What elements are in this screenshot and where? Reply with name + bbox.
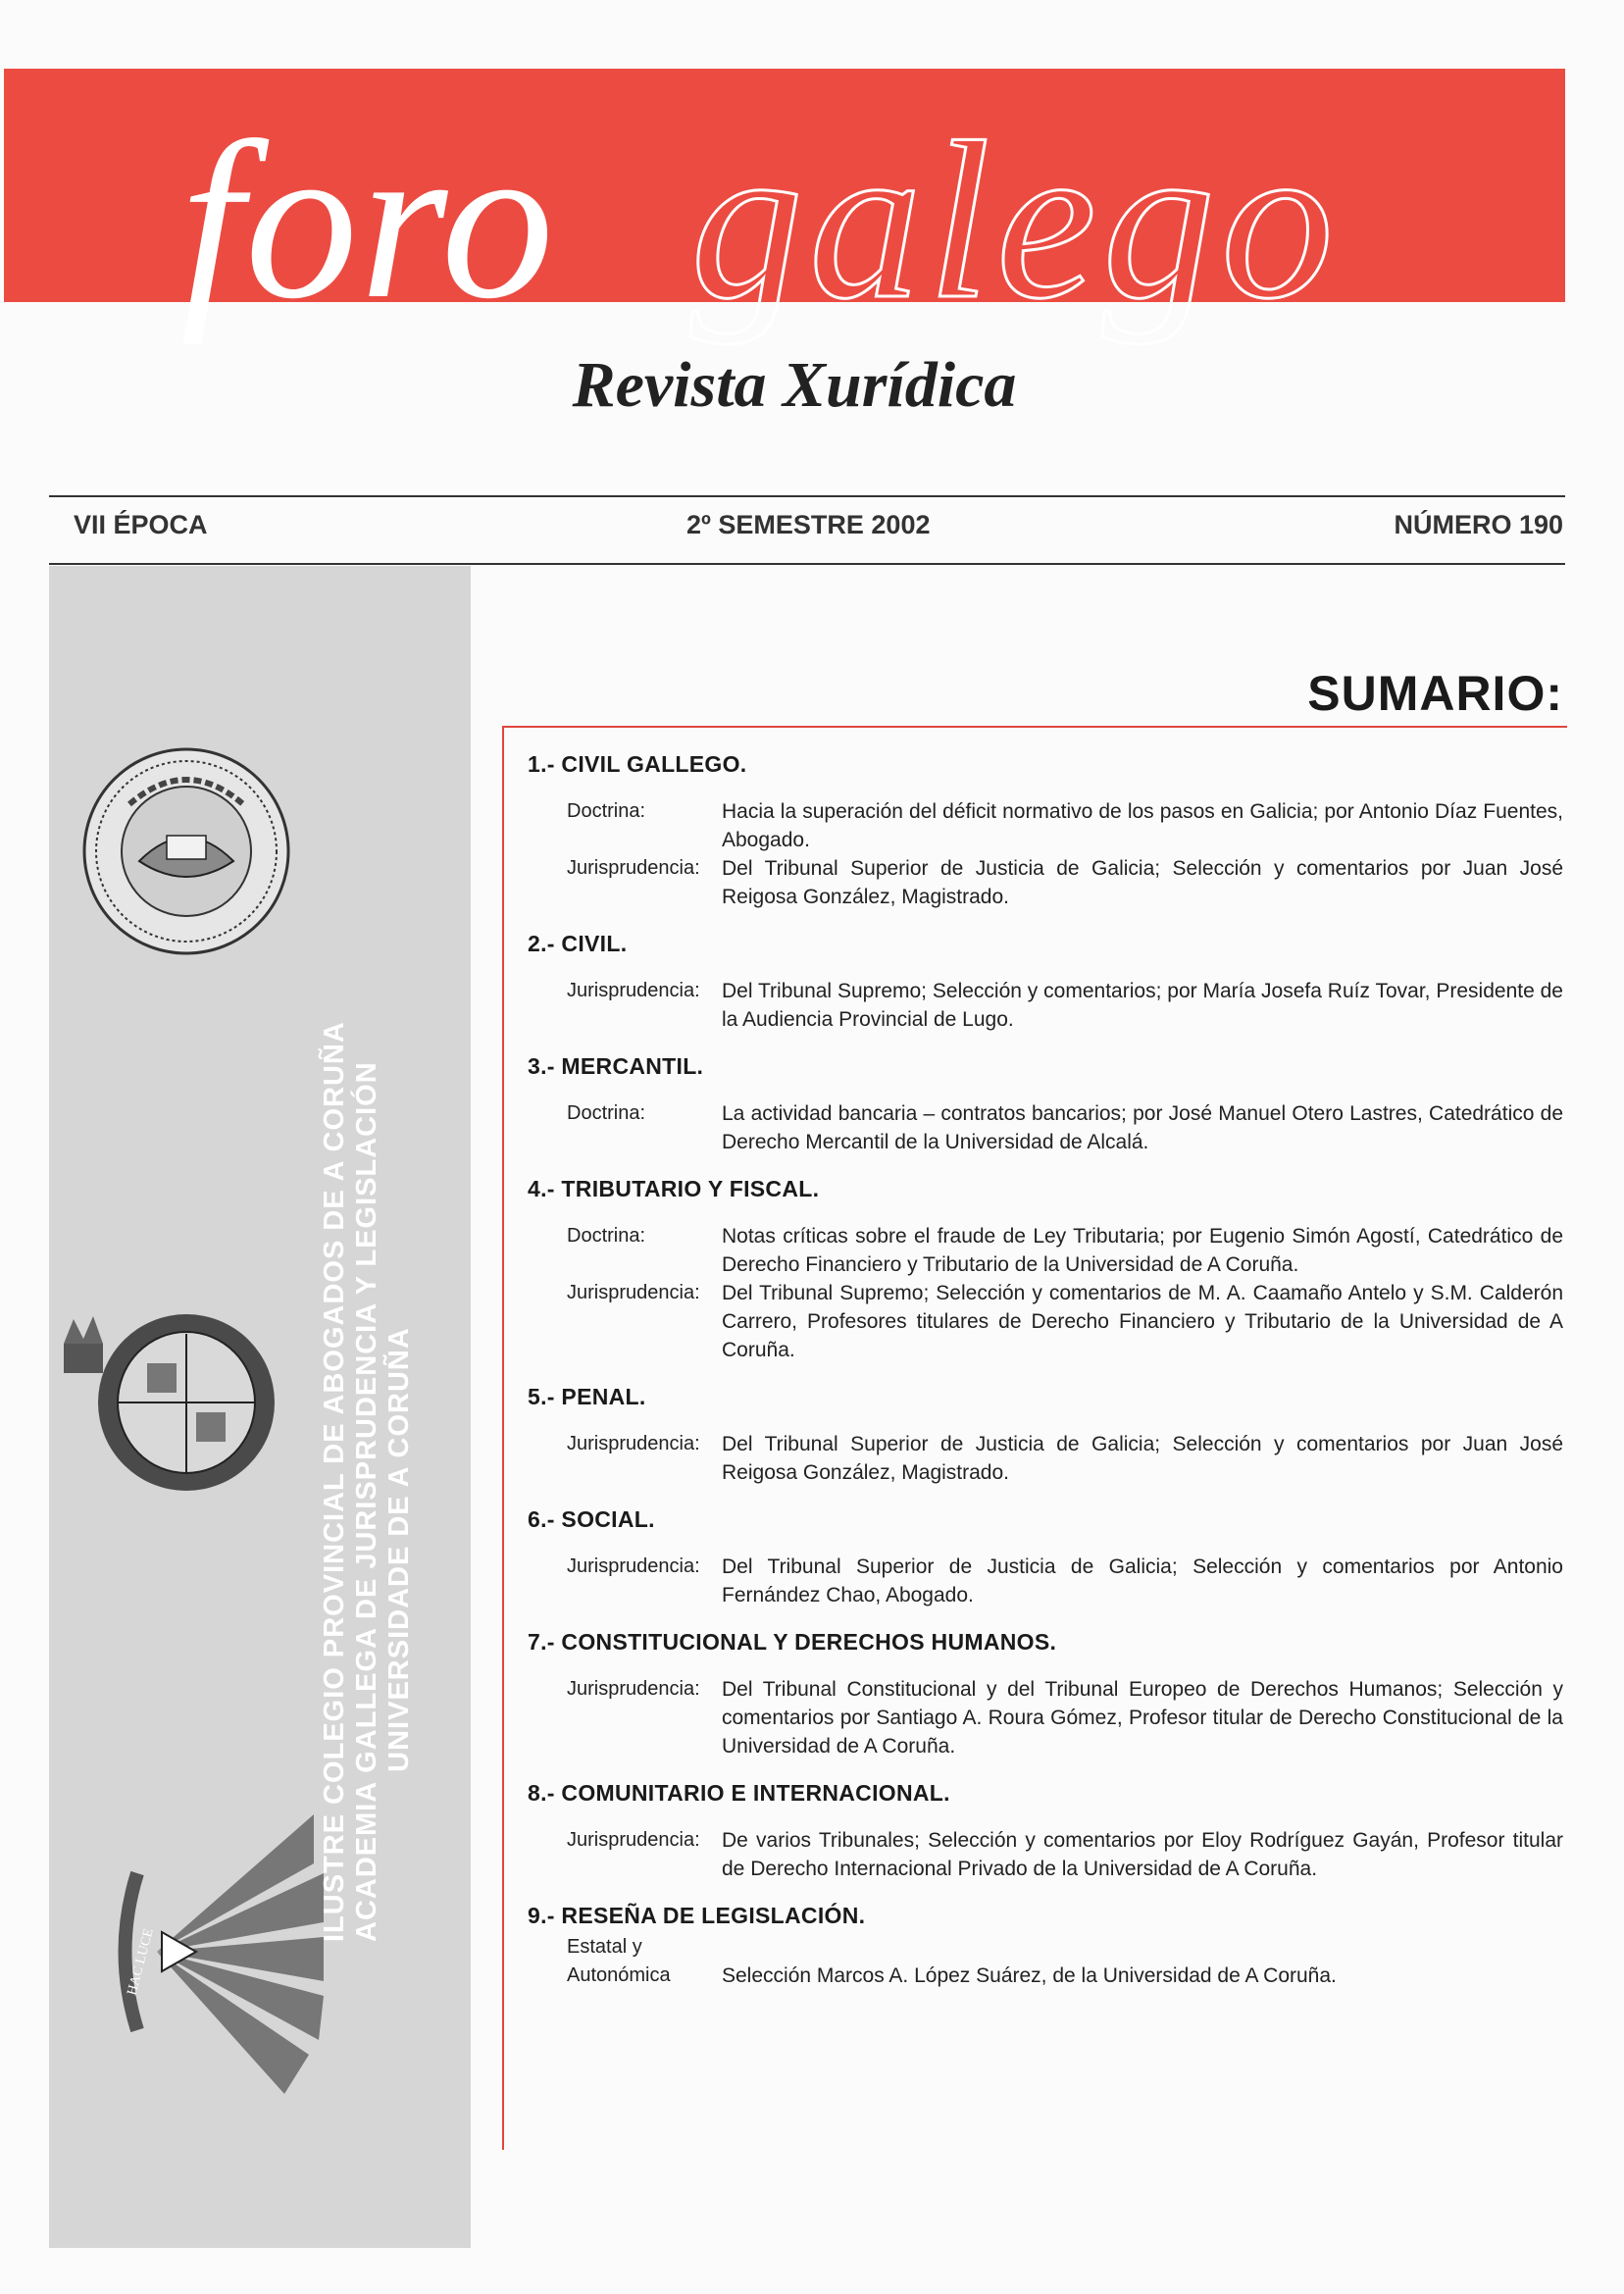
title-galego: galego (690, 95, 1340, 345)
masthead-band (4, 69, 1565, 345)
entry-text: Del Tribunal Superior de Justicia de Galicia; Selección y comentarios por Antonio Fernández Chao, Abogado. (722, 1555, 1563, 1606)
sumario-section (528, 1780, 1563, 1883)
sumario-entry (528, 854, 1563, 911)
college-seal-icon (80, 745, 292, 957)
sumario-section (528, 1903, 1563, 1990)
entry-label: Jurisprudencia: (567, 1433, 700, 1454)
entry-text: Del Tribunal Supremo; Selección y comentarios de M. A. Caamaño Antelo y S.M. Calderón Carrero, Profesores titulares de Derecho Financiero y Tributario de la Universidad de A Coruña. (722, 1282, 1563, 1361)
sumario-section (528, 931, 1563, 1034)
entry-text: Del Tribunal Superior de Justicia de Galicia; Selección y comentarios por Juan José Reigosa González, Magistrado. (722, 1433, 1563, 1484)
sumario-list (528, 751, 1563, 2010)
entry-text: Notas críticas sobre el fraude de Ley Tributaria; por Eugenio Simón Agostí, Catedrático de Derecho Financiero y Tributario de la Universidad de A Coruña. (722, 1225, 1563, 1276)
sumario-entry (528, 1222, 1563, 1279)
section-heading: 5.- PENAL. (528, 1384, 646, 1409)
entry-text: Del Tribunal Supremo; Selección y comentarios; por María Josefa Ruíz Tovar, Presidente de la Audiencia Provincial de Lugo. (722, 980, 1563, 1031)
section-heading: 3.- MERCANTIL. (528, 1053, 704, 1079)
entry-label: Doctrina: (567, 1102, 646, 1124)
title-foro: foro (180, 95, 556, 345)
entry-label: Doctrina: (567, 800, 646, 822)
entry-label-line: Estatal y (567, 1936, 642, 1958)
university-motto: HAC LUCE (125, 1926, 157, 1998)
entry-text: Selección Marcos A. López Suárez, de la Universidad de A Coruña. (722, 1964, 1337, 1987)
institution-line-2: ACADEMIA GALLEGA DE JURISPRUDENCIA Y LEGISLACIÓN (351, 1061, 382, 1942)
sumario-entry (528, 1826, 1563, 1883)
entry-label-line: Autonómica (567, 1964, 671, 1986)
epoca-label: VII ÉPOCA (74, 510, 208, 539)
section-heading: 4.- TRIBUTARIO Y FISCAL. (528, 1176, 820, 1201)
sumario-entry (528, 1553, 1563, 1609)
sumario-entry (528, 1675, 1563, 1760)
sumario-entry (528, 1430, 1563, 1487)
sumario-entry (528, 977, 1563, 1034)
entry-text: Del Tribunal Constitucional y del Tribunal Europeo de Derechos Humanos; Selección y comentarios por Santiago A. Roura Gómez, Profesor titular de Derecho Constitucional de la Universidad de A Coruña. (722, 1678, 1563, 1758)
sumario-section (528, 1506, 1563, 1609)
institutions-vertical-text (319, 1021, 416, 1942)
sumario-title: SUMARIO: (1307, 666, 1563, 721)
academy-crest-icon (59, 1304, 284, 1501)
institution-line-3: UNIVERSIDADE DE A CORUÑA (383, 1327, 415, 1772)
sumario-section (528, 1176, 1563, 1364)
entry-label: Jurisprudencia: (567, 1678, 700, 1700)
numero-label: NÚMERO 190 (1394, 510, 1563, 539)
sumario-section (528, 751, 1563, 911)
entry-label: Jurisprudencia: (567, 980, 700, 1001)
sumario-section (528, 1629, 1563, 1760)
section-heading: 9.- RESEÑA DE LEGISLACIÓN. (528, 1903, 866, 1928)
entry-label: Jurisprudencia: (567, 1555, 700, 1577)
entry-label (528, 1933, 722, 1990)
semestre-label: 2º SEMESTRE 2002 (686, 510, 931, 539)
institution-line-1: ILUSTRE COLEGIO PROVINCIAL DE ABOGADOS DE A CORUÑA (319, 1021, 350, 1942)
entry-text: De varios Tribunales; Selección y comentarios por Eloy Rodríguez Gayán, Profesor titular de Derecho Internacional Privado de la Universidad de A Coruña. (722, 1829, 1563, 1880)
journal-subtitle: Revista Xurídica (572, 349, 1017, 421)
sumario-section (528, 1053, 1563, 1156)
sumario-entry (528, 1933, 1563, 1990)
divider-bottom (49, 563, 1565, 565)
sumario-entry (528, 1279, 1563, 1364)
entry-label: Doctrina: (567, 1225, 646, 1247)
divider-top (49, 495, 1565, 497)
section-heading: 2.- CIVIL. (528, 931, 628, 956)
entry-text: Hacia la superación del déficit normativo de los pasos en Galicia; por Antonio Díaz Fuentes, Abogado. (722, 800, 1563, 851)
sumario-section (528, 1384, 1563, 1487)
section-heading: 6.- SOCIAL. (528, 1506, 655, 1532)
section-heading: 7.- CONSTITUCIONAL Y DERECHOS HUMANOS. (528, 1629, 1057, 1655)
university-logo-icon (118, 1805, 324, 2099)
sumario-entry (528, 1099, 1563, 1156)
entry-label: Jurisprudencia: (567, 1829, 700, 1851)
sumario-entry (528, 797, 1563, 854)
entry-text: La actividad bancaria – contratos bancarios; por José Manuel Otero Lastres, Catedrático de Derecho Mercantil de la Universidad de Alcalá. (722, 1102, 1563, 1153)
section-heading: 1.- CIVIL GALLEGO. (528, 751, 747, 777)
entry-text: Del Tribunal Superior de Justicia de Galicia; Selección y comentarios por Juan José Reigosa González, Magistrado. (722, 857, 1563, 908)
entry-label: Jurisprudencia: (567, 1282, 700, 1303)
entry-label: Jurisprudencia: (567, 857, 700, 879)
section-heading: 8.- COMUNITARIO E INTERNACIONAL. (528, 1780, 950, 1806)
